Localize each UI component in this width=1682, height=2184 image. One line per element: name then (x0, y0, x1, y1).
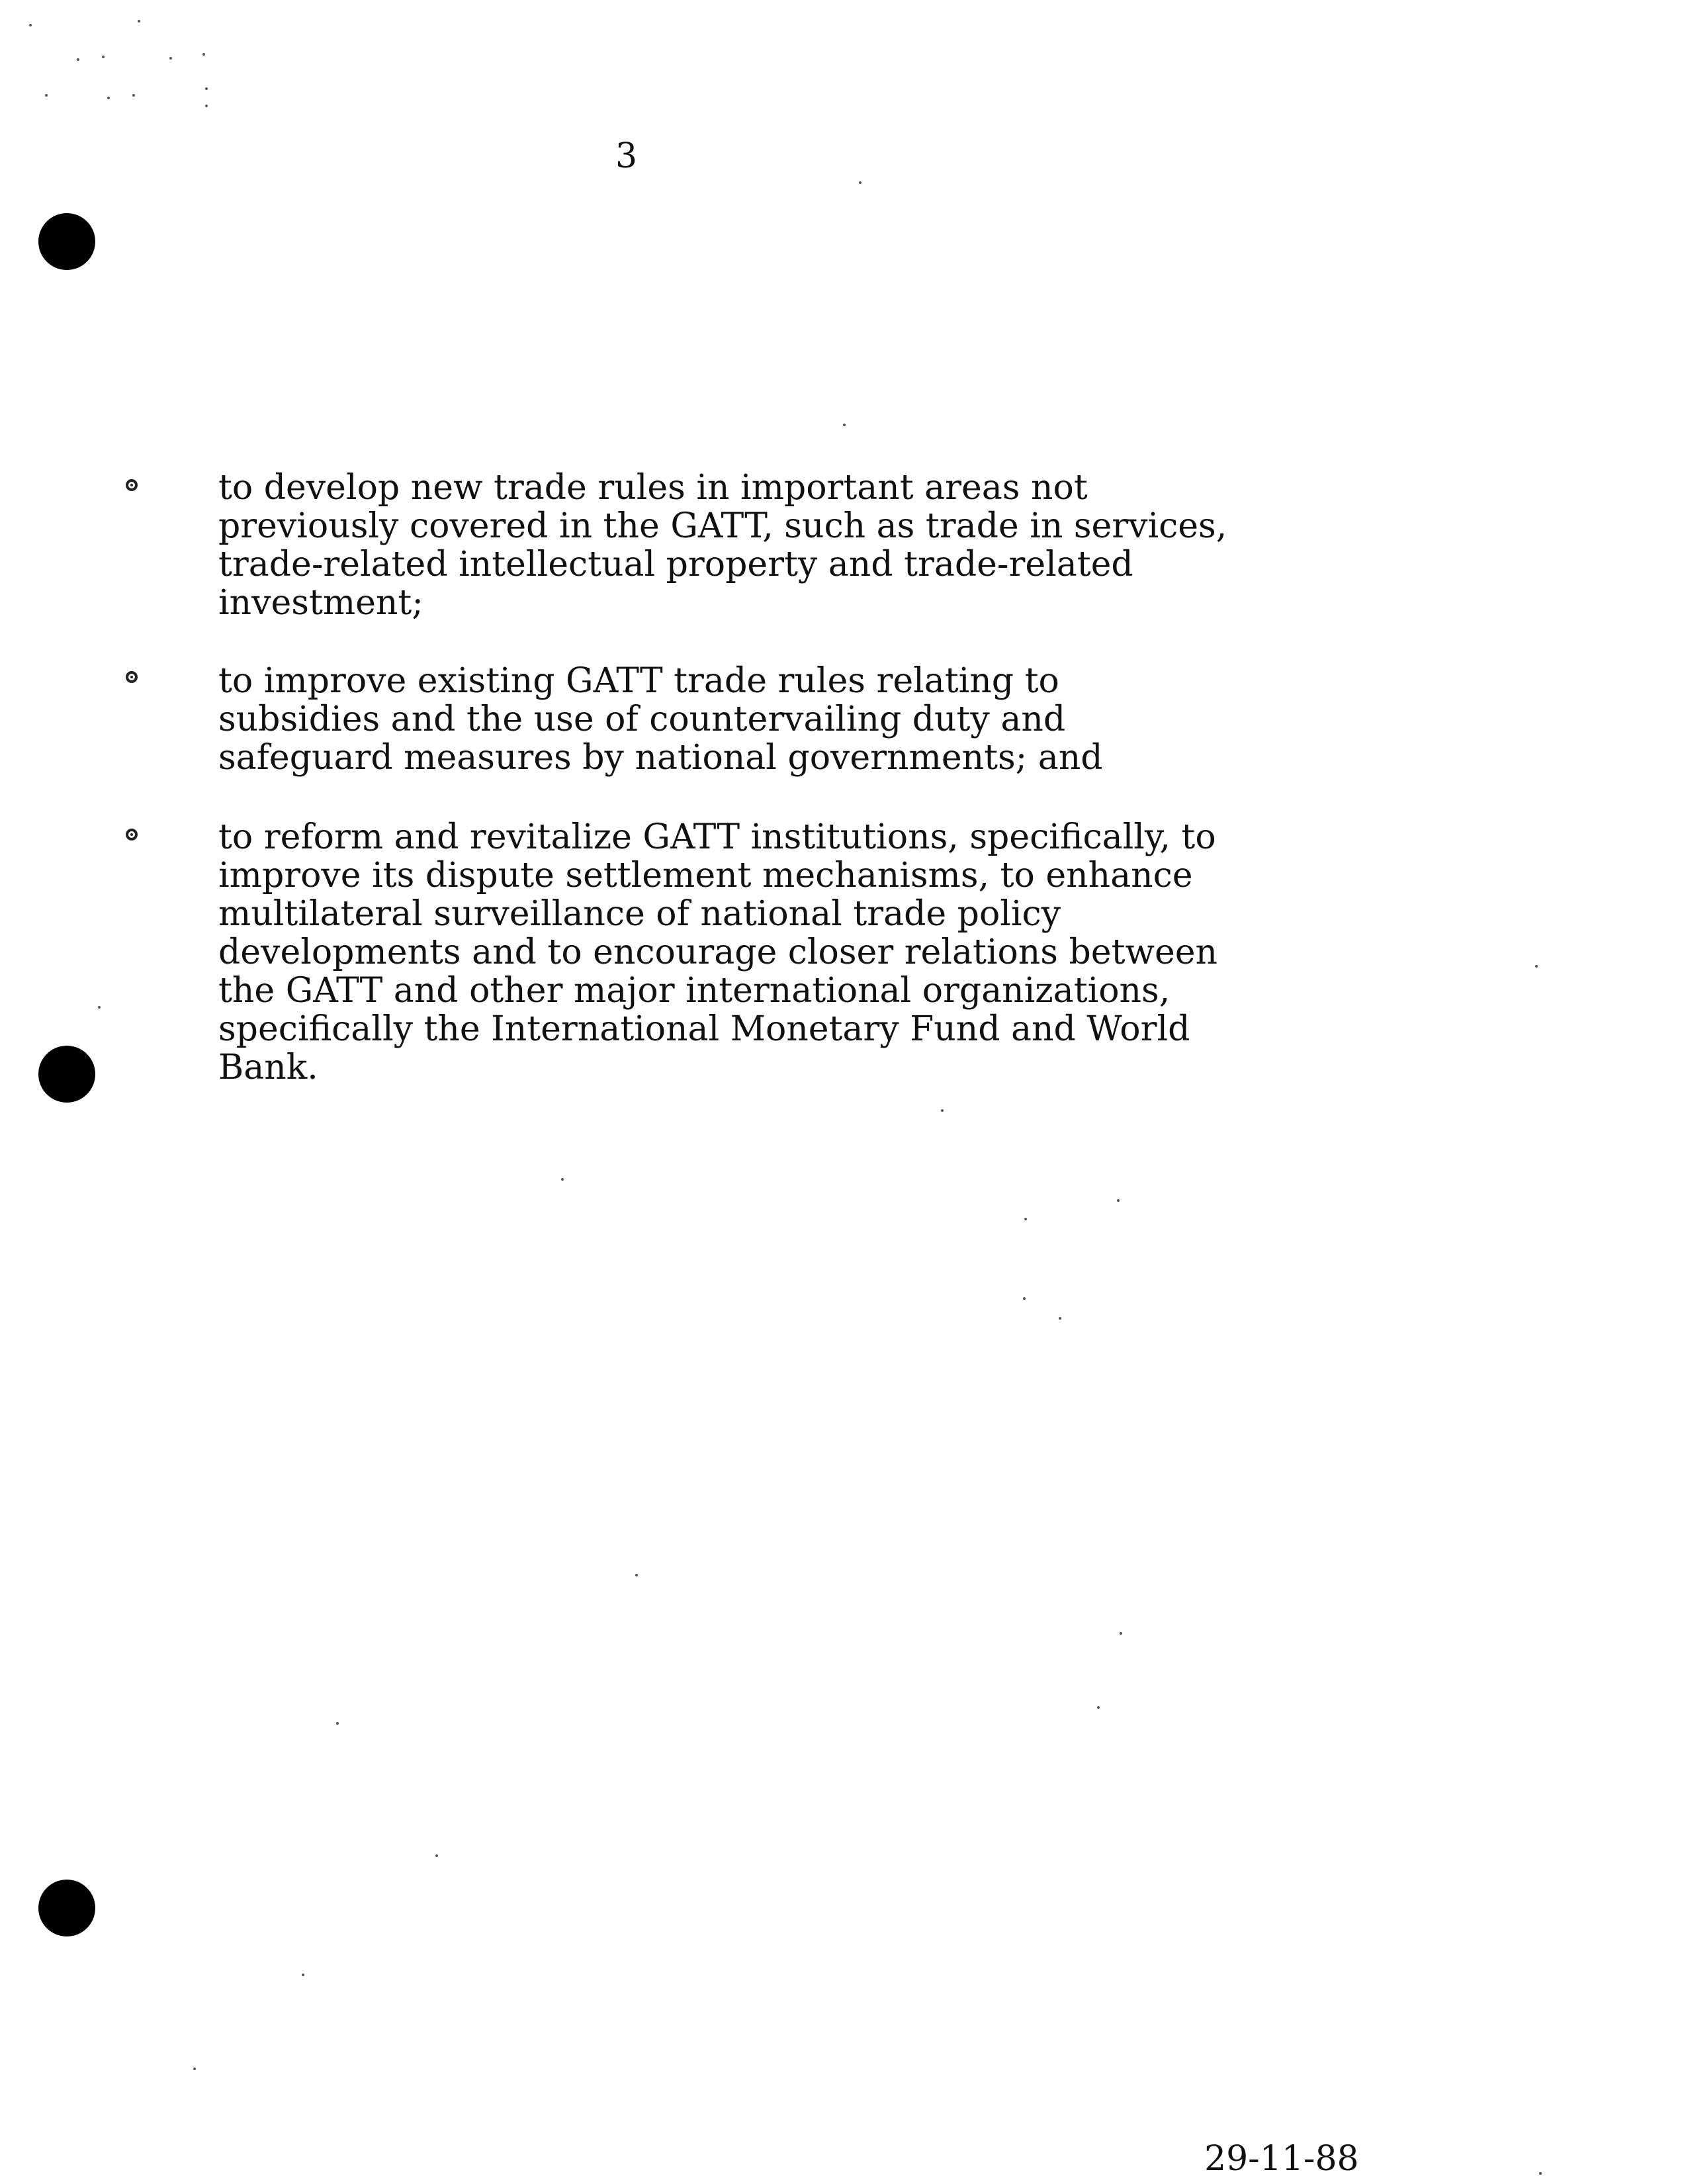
scan-speck (635, 1574, 638, 1576)
bullet-item (218, 469, 1251, 622)
bullet-line: to develop new trade rules in important areas not (218, 468, 1088, 508)
scan-speck (1535, 965, 1538, 968)
bullet-line: to improve existing GATT trade rules relating to (218, 661, 1059, 701)
scan-speck (859, 181, 862, 184)
scan-speck (98, 1006, 101, 1009)
scan-speck (336, 1722, 339, 1725)
scan-speck (843, 424, 846, 426)
bullet-line: subsidies and the use of countervailing duty and (218, 700, 1066, 739)
scan-speck (77, 58, 79, 61)
scan-speck (561, 1178, 564, 1181)
scan-speck (193, 2068, 196, 2070)
page-number: 3 (615, 136, 638, 176)
scan-speck (941, 1109, 944, 1112)
scan-speck (132, 94, 135, 97)
bullet-line: improve its dispute settlement mechanisms, to enhance (218, 856, 1193, 895)
scan-speck (1097, 1706, 1100, 1709)
bullet-line: previously covered in the GATT, such as trade in services, (218, 506, 1227, 546)
scan-speck (435, 1854, 438, 1857)
bullet-item (218, 818, 1251, 1087)
bullet-line: trade-related intellectual property and trade-related (218, 545, 1133, 584)
bullet-line: developments and to encourage closer relations between (218, 933, 1218, 972)
scan-speck (29, 24, 32, 26)
bullet-line: specifically the International Monetary Fund and World (218, 1009, 1190, 1049)
bullet-marker-icon (126, 671, 138, 683)
bullet-line: safeguard measures by national governments; and (218, 738, 1103, 778)
scan-speck (45, 94, 48, 97)
scan-speck (138, 20, 140, 23)
scan-speck (205, 87, 208, 90)
scan-speck (302, 1974, 304, 1976)
scan-speck (202, 53, 205, 56)
scan-speck (205, 105, 208, 107)
bullet-line: multilateral surveillance of national trade policy (218, 894, 1061, 934)
bullet-marker-icon (126, 829, 138, 841)
scan-speck (107, 97, 110, 99)
scan-speck (1059, 1317, 1061, 1320)
scan-speck (102, 56, 105, 58)
scan-speck (1117, 1199, 1120, 1202)
bullet-line: Bank. (218, 1048, 318, 1087)
scan-speck (1023, 1297, 1026, 1300)
date-stamp: 29-11-88 (1204, 2139, 1359, 2179)
bullet-line: to reform and revitalize GATT institutions, specifically, to (218, 817, 1216, 857)
scan-speck (1539, 2172, 1542, 2175)
bullet-item (218, 662, 1251, 777)
bullet-marker-icon (126, 479, 138, 491)
scan-speck (1024, 1218, 1027, 1220)
scan-speck (1120, 1632, 1122, 1635)
bullet-line: the GATT and other major international organizations, (218, 971, 1171, 1011)
bullet-line: investment; (218, 583, 423, 623)
scan-speck (169, 57, 172, 60)
